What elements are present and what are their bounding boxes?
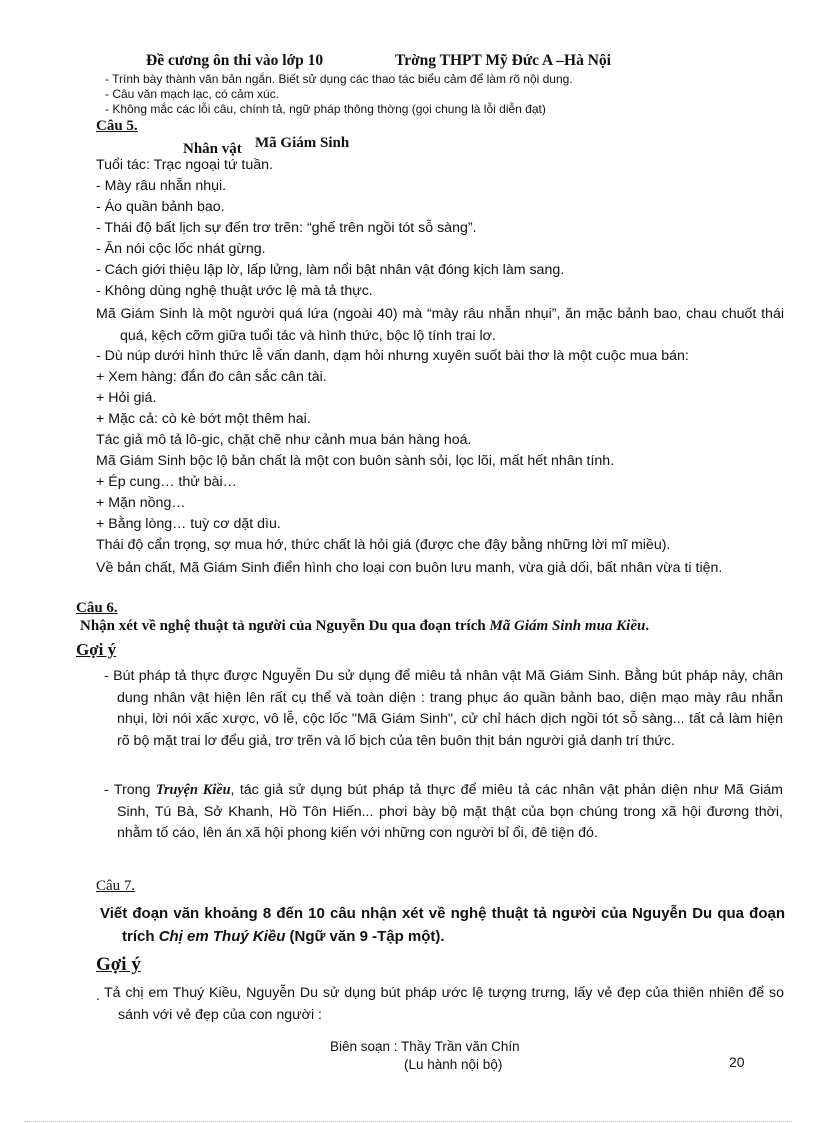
header-title: Đề cương ôn thi vào lớp 10: [146, 52, 324, 69]
cau5-line: Tác giả mô tả lô-gic, chặt chẽ như cảnh mua bán hàng hoá.: [96, 432, 472, 448]
cau7-question-end: (Ngữ văn 9 -Tập một).: [285, 928, 445, 945]
cau5-line: + Hỏi giá.: [96, 390, 157, 406]
footer-author: Biên soạn : Thầy Trần văn Chín: [330, 1039, 520, 1054]
cau7-question-text: Viết đoạn văn khoảng 8 đến 10 câu nhận xét về nghệ thuật tả người của Nguyễn Du qua đoạn trích: [100, 905, 785, 945]
cau5-line: + Mặc cả: cò kè bớt một thêm hai.: [96, 411, 311, 427]
cau6-goi-y: Gợi ý: [76, 640, 117, 659]
cau6-paragraph: - Bút pháp tả thực được Nguyễn Du sử dụng để miêu tả nhân vật Mã Giám Sinh. Bằng bút pháp này, chân dung nhân vật hiện lên rất cụ thể và toàn diện : trang phục áo quần bảnh bao, diện mạo mày râu nhẵn nhụi, lời nói xấc xược, vô lễ, cộc lốc "Mã Giám Sinh", cử chỉ hách dịch ngồi tót sỗ sàng... tất cả làm hiện rõ bộ mặt trai lơ đểu giả, trơ trẽn và lố bịch của tên buôn thịt bán người giả danh trí thức.: [104, 668, 783, 749]
intro-bullet: - Câu văn mạch lạc, có cảm xúc.: [105, 87, 280, 101]
cau5-line: - Ăn nói cộc lốc nhát gừng.: [96, 241, 266, 257]
cau6-p2-c: , tác giả sử dụng bút pháp tả thực để miêu tả các nhân vật phản diện như Mã Giám Sinh, Tú Bà, Sở Khanh, Hồ Tôn Hiến... phơi bày bộ mặt thật của bọn chúng trong xã hội đương thời, nhằm tố cáo, lên án xã hội phong kiến với những con người bỉ ổi, đê tiện đó.: [117, 782, 783, 841]
intro-bullet: - Trình bày thành văn bản ngắn. Biết sử dụng các thao tác biểu cảm để làm rõ nội dung.: [105, 72, 573, 86]
cau5-line: Tuổi tác: Trạc ngoại tứ tuần.: [96, 157, 273, 173]
cau6-question-title: Mã Giám Sinh mua Kiều: [489, 618, 646, 634]
cau5-paragraph: - Dù núp dưới hình thức lễ vấn danh, dạm hỏi nhưng xuyên suốt bài thơ là một cuộc mua bán:: [96, 348, 689, 364]
cau6-paragraph: [104, 780, 783, 845]
cau5-subtitle-a: Nhân vật: [183, 141, 242, 157]
cau5-line: - Áo quần bảnh bao.: [96, 199, 225, 215]
intro-bullet: - Không mắc các lỗi câu, chính tả, ngữ pháp thông thờng (gọi chung là lỗi diễn đạt): [105, 102, 546, 116]
cau5-subtitle-b: Mã Giám Sinh: [255, 135, 350, 151]
cau5-line: - Mày râu nhẵn nhụi.: [96, 178, 227, 194]
cau5-line: Mã Giám Sinh bộc lộ bản chất là một con buôn sành sỏi, lọc lõi, mất hết nhân tính.: [96, 453, 615, 469]
cau6-question: [80, 618, 649, 635]
footer-note: (Lu hành nội bộ): [404, 1057, 503, 1072]
cau5-line: - Không dùng nghệ thuật ước lệ mà tả thực.: [96, 283, 373, 299]
cau5-conclusion: Về bản chất, Mã Giám Sinh điển hình cho loại con buôn lưu manh, vừa giả dối, bất nhân vừa ti tiện.: [96, 560, 723, 576]
cau5-line: + Xem hàng: đắn đo cân sắc cân tài.: [96, 369, 327, 385]
cau6-heading: Câu 6.: [76, 600, 118, 616]
cau5-line: + Mặn nồng…: [96, 495, 186, 511]
cau6-question-text: Nhận xét về nghệ thuật tả người của Nguyễn Du qua đoạn trích: [80, 618, 490, 634]
cau7-goi-y: Gợi ý: [96, 954, 141, 975]
cau5-line: Thái độ cẩn trọng, sợ mua hớ, thức chất là hỏi giá (được che đậy bằng những lời mĩ miều).: [96, 537, 671, 553]
cau5-line: - Thái độ bất lịch sự đến trơ trẽn: “ghế trên ngồi tót sỗ sàng”.: [96, 220, 477, 236]
cau7-question-title: Chị em Thuý Kiều: [158, 928, 286, 945]
cau5-line: + Ép cung… thử bài…: [96, 474, 237, 490]
cau7-bullet-mark: .: [96, 988, 100, 1004]
page-number: 20: [729, 1054, 745, 1070]
header-school: Trờng THPT Mỹ Đức A –Hà Nội: [395, 52, 611, 69]
cau5-heading: Câu 5.: [96, 118, 138, 134]
page-bottom-divider: [24, 1121, 792, 1122]
cau5-paragraph: Mã Giám Sinh là một người quá lứa (ngoài 40) mà “mày râu nhẵn nhụi”, ăn mặc bảnh bao, chau chuốt thái quá, kệch cỡm giữa tuổi tác và hình thức, bộc lộ tính trai lơ.: [96, 306, 784, 344]
cau5-line: - Cách giới thiệu lập lờ, lấp lửng, làm nổi bật nhân vật đóng kịch làm sang.: [96, 262, 565, 278]
cau5-line: + Bằng lòng… tuỳ cơ dặt dìu.: [96, 516, 281, 532]
cau7-question: [100, 902, 785, 948]
cau6-p2-title: Truyện Kiều: [155, 782, 231, 798]
cau7-paragraph: Tả chị em Thuý Kiều, Nguyễn Du sử dụng bút pháp ước lệ tượng trưng, lấy vẻ đẹp của thiên nhiên để so sánh với vẻ đẹp của con người :: [104, 985, 784, 1023]
cau6-p2-a: - Trong: [104, 782, 156, 798]
cau7-heading: Câu 7.: [96, 878, 136, 894]
cau6-question-end: .: [645, 618, 650, 634]
